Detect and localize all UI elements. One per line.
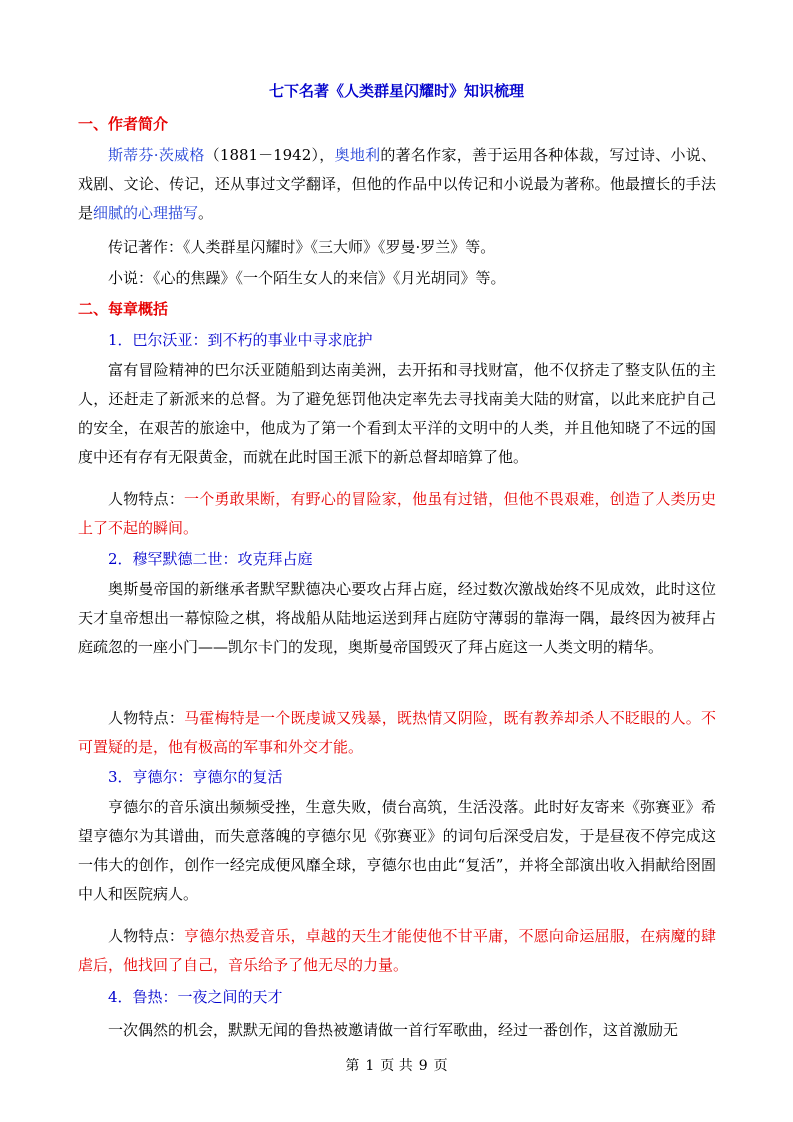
section-heading-author: 一、作者简介: [78, 115, 169, 133]
chapter-2-summary: 奥斯曼帝国的新继承者默罕默德决心要攻占拜占庭，经过数次激战始终不见成效，此时这位天才皇帝想出一幕惊险之棋，将战船从陆地运送到拜占庭防守薄弱的靠海一隅，最终因为被拜占庭疏忽的一座小门——凯尔卡门的发现，奥斯曼帝国毁灭了拜占庭这一人类文明的精华。: [78, 580, 716, 656]
chapter-3-heading: 3．亨德尔：亨德尔的复活: [108, 768, 283, 786]
footer-page-number: 1: [365, 1058, 375, 1074]
chapter-4-heading: 4．鲁热：一夜之间的天才: [108, 988, 283, 1006]
chapter-3-traits-text: 亨德尔热爱音乐，卓越的天生才能使他不甘平庸，不愿向命运屈服，在病魔的肆虐后，他找回了自己，音乐给予了他无尽的力量。: [78, 927, 716, 974]
page-footer: [0, 1056, 793, 1076]
chapter-1-summary: 富有冒险精神的巴尔沃亚随船到达南美洲，去开拓和寻找财富，他不仅挤走了整支队伍的主人，还赶走了新派来的总督。为了避免惩罚他决定率先去寻找南美大陆的财富，以此来庇护自己的安全，在艰苦的旅途中，他成为了第一个看到太平洋的文明中的人类，并且他知晓了不远的国度中还有存有无限黄金，而就在此时国王派下的新总督却暗算了他。: [78, 361, 716, 466]
biography-works: 传记著作：《人类群星闪耀时》《三大师》《罗曼·罗兰》等。: [108, 238, 496, 256]
chapter-1-traits-text: 一个勇敢果断，有野心的冒险家，他虽有过错，但他不畏艰难，创造了人类历史上了不起的瞬间。: [78, 490, 716, 537]
author-skill: 细腻的心理描写: [93, 204, 199, 222]
traits-label: 人物特点：: [108, 709, 185, 727]
chapter-3-summary: 亨德尔的音乐演出频频受挫，生意失败，债台高筑，生活没落。此时好友寄来《弥赛亚》希望亨德尔为其谱曲，而失意落魄的亨德尔见《弥赛亚》的词句后深受启发，于是昼夜不停完成这一伟大的创作，创作一经完成便风靡全球，亨德尔也由此“复活”，并将全部演出收入捐献给囹圄中人和医院病人。: [78, 798, 716, 903]
chapter-3-traits: [78, 922, 716, 980]
author-intro-end: 。: [198, 204, 214, 222]
novel-works: 小说：《心的焦躁》《一个陌生女人的来信》《月光胡同》等。: [108, 269, 506, 287]
author-name: 斯蒂芬·茨威格: [108, 146, 205, 164]
chapter-1-traits: [78, 485, 716, 543]
footer-suffix: 页: [433, 1058, 448, 1074]
chapter-2-heading: 2．穆罕默德二世：攻克拜占庭: [108, 550, 313, 568]
chapter-2-traits-text: 马霍梅特是一个既虔诚又残暴，既热情又阴险，既有教养却杀人不眨眼的人。不可置疑的是，他有极高的军事和外交才能。: [78, 709, 716, 756]
chapter-4-summary: 一次偶然的机会，默默无闻的鲁热被邀请做一首行军歌曲，经过一番创作，这首激励无: [108, 1021, 679, 1039]
author-years: （1881－1942），: [204, 146, 335, 164]
footer-middle: 页 共: [380, 1058, 413, 1074]
chapter-1-heading: 1．巴尔沃亚：到不朽的事业中寻求庇护: [108, 331, 373, 349]
document-title: 七下名著《人类群星闪耀时》知识梳理: [268, 82, 524, 100]
footer-prefix: 第: [345, 1058, 360, 1074]
footer-total-pages: 9: [418, 1058, 428, 1074]
author-intro-text: 的著名作家，善于运用各种体裁，写过诗、小说、戏剧、文论、传记，还从事过文学翻译，但他的作品中以传记和小说最为著称。他最擅长的手法是: [78, 146, 716, 222]
author-intro-paragraph: [78, 141, 716, 228]
chapter-2-traits: [78, 704, 716, 762]
traits-label: 人物特点：: [108, 927, 185, 945]
author-country: 奥地利: [334, 146, 381, 164]
section-heading-chapters: 二、每章概括: [78, 300, 169, 318]
traits-label: 人物特点：: [108, 490, 185, 508]
